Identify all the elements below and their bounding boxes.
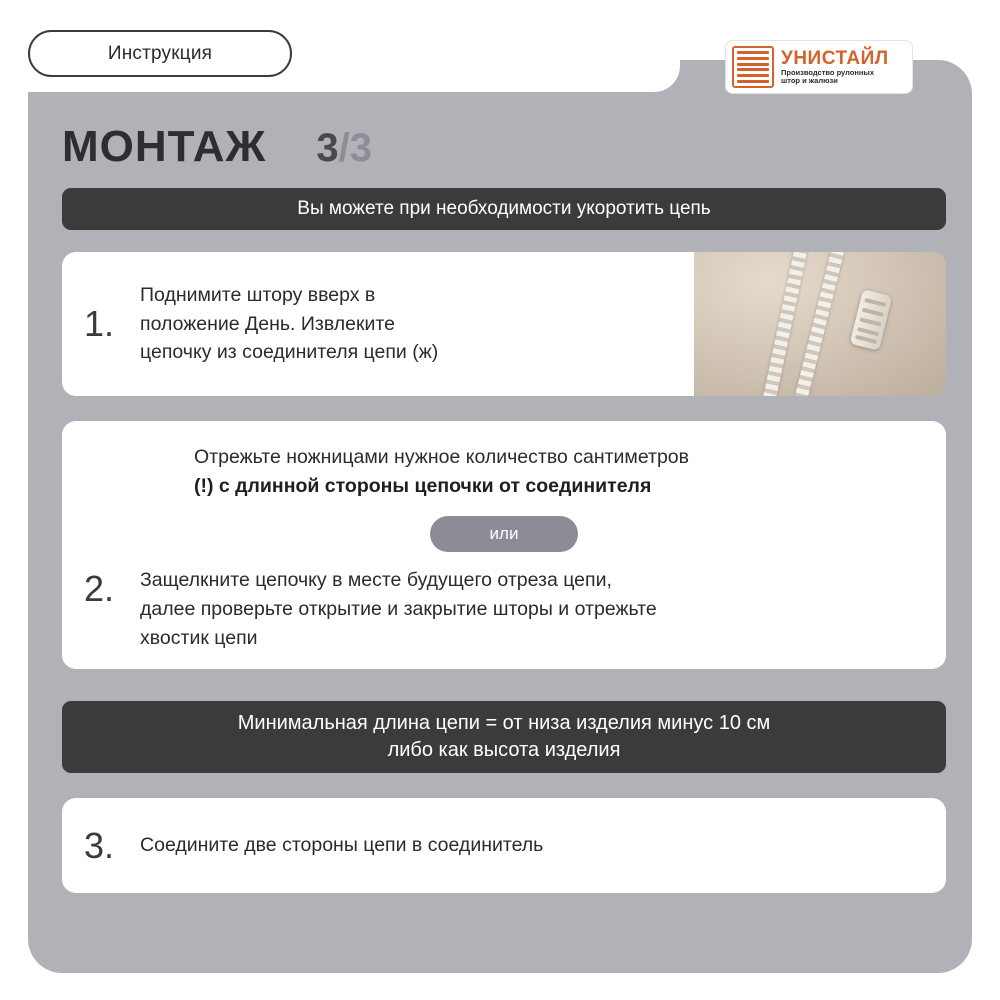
- step-1-block: [62, 252, 946, 396]
- banner-top-text: Вы можете при необходимости укоротить цепь: [297, 198, 711, 219]
- step-1-text: [140, 281, 438, 368]
- step-2-lower-line1: Защелкните цепочку в месте будущего отреза цепи,: [140, 568, 612, 591]
- step-2-number: 2.: [84, 567, 115, 609]
- step-3-text: Соедините две стороны цепи в соединитель: [140, 834, 544, 856]
- tab-instruction-label: Инструкция: [107, 42, 213, 64]
- step-3-block: [62, 798, 946, 893]
- logo-title: УНИСТАЙЛ: [781, 48, 889, 70]
- banner-top: [62, 188, 946, 230]
- step-1-text-line1: Поднимите штору вверх в: [140, 283, 376, 306]
- tab-instruction[interactable]: [28, 30, 292, 77]
- step-2-top-line1: Отрежьте ножницами нужное количество сантиметров: [194, 446, 690, 468]
- step-1-text-line2: положение День. Извлеките: [140, 312, 395, 335]
- brand-logo: [726, 41, 912, 93]
- banner-bottom: [62, 701, 946, 773]
- step-2-top-text: [194, 443, 946, 502]
- step-current: 3: [316, 126, 339, 170]
- step-1-content: [62, 252, 694, 396]
- logo-subtitle-line2: штор и жалюзи: [781, 75, 838, 85]
- step-2-lower-text: [140, 566, 657, 654]
- step-3-number: 3.: [84, 824, 115, 866]
- page-title-text: МОНТАЖ: [62, 122, 267, 171]
- logo-subtitle-line1: Производство рулонных: [781, 68, 875, 78]
- step-1-text-line3: цепочку из соединителя цепи (ж): [140, 341, 439, 364]
- step-2-lower-line2: далее проверьте открытие и закрытие шторы и отрежьте: [140, 597, 657, 620]
- step-2-lower: [62, 568, 946, 654]
- step-1-number: 1.: [84, 303, 115, 344]
- step-1-photo: [694, 252, 946, 396]
- logo-text: [781, 49, 889, 85]
- blind-icon: [732, 46, 774, 88]
- page-title: [62, 122, 372, 172]
- step-2-lower-line3: хвостик цепи: [140, 627, 258, 649]
- or-pill-label: или: [489, 523, 519, 543]
- step-2-block: [62, 421, 946, 669]
- banner-bottom-line1: Минимальная длина цепи = от низа изделия минус 10 см: [237, 712, 771, 734]
- or-pill: [430, 516, 578, 552]
- step-total: 3: [349, 126, 372, 170]
- banner-bottom-line2: либо как высота изделия: [387, 739, 621, 761]
- step-2-top-line2: (!) с длинной стороны цепочки от соединителя: [194, 475, 652, 498]
- step-separator: /: [338, 126, 350, 170]
